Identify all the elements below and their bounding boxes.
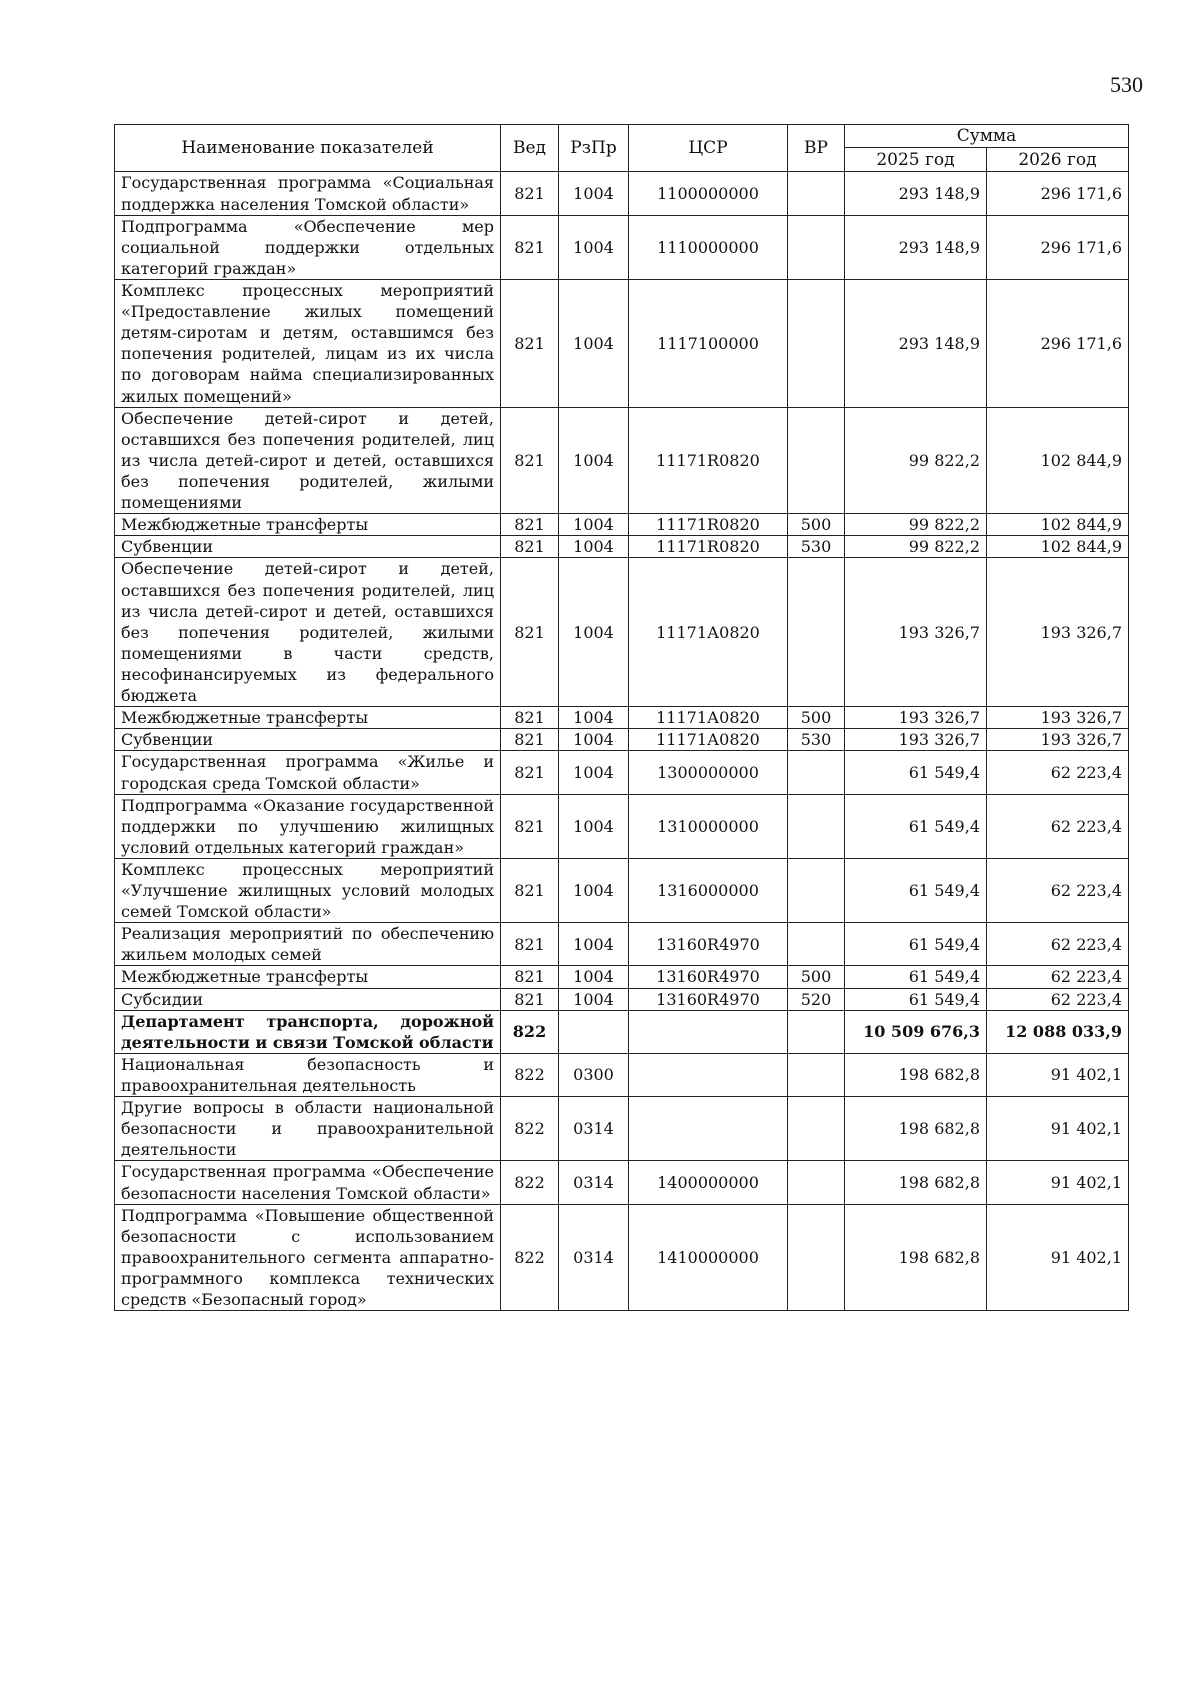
table-row xyxy=(115,172,1129,215)
row-csr: 11171А0820 xyxy=(629,707,788,729)
row-csr: 1400000000 xyxy=(629,1161,788,1204)
row-csr: 11171R0820 xyxy=(629,407,788,514)
row-sum-2026: 62 223,4 xyxy=(987,988,1129,1010)
row-rzpr: 0300 xyxy=(559,1053,629,1096)
row-vr xyxy=(788,1204,845,1311)
row-vr: 530 xyxy=(788,536,845,558)
table-row xyxy=(115,923,1129,966)
row-ved: 821 xyxy=(501,172,559,215)
row-rzpr: 1004 xyxy=(559,988,629,1010)
row-rzpr: 1004 xyxy=(559,514,629,536)
table-row xyxy=(115,707,1129,729)
row-sum-2026: 91 402,1 xyxy=(987,1053,1129,1096)
table-row xyxy=(115,729,1129,751)
row-ved: 821 xyxy=(501,536,559,558)
row-rzpr: 0314 xyxy=(559,1161,629,1204)
row-csr: 1310000000 xyxy=(629,794,788,858)
row-rzpr: 1004 xyxy=(559,751,629,794)
row-ved: 821 xyxy=(501,215,559,279)
row-vr xyxy=(788,1053,845,1096)
header-sum: Сумма xyxy=(845,125,1129,148)
table-row xyxy=(115,1161,1129,1204)
row-rzpr: 1004 xyxy=(559,923,629,966)
row-sum-2025: 198 682,8 xyxy=(845,1161,987,1204)
row-rzpr: 1004 xyxy=(559,729,629,751)
row-rzpr: 1004 xyxy=(559,279,629,407)
row-name: Межбюджетные трансферты xyxy=(115,514,501,536)
row-rzpr xyxy=(559,1010,629,1053)
row-sum-2026: 62 223,4 xyxy=(987,751,1129,794)
row-ved: 821 xyxy=(501,858,559,922)
row-rzpr: 1004 xyxy=(559,407,629,514)
row-name: Государственная программа «Социальная поддержка населения Томской области» xyxy=(115,172,501,215)
row-csr: 1410000000 xyxy=(629,1204,788,1311)
row-vr xyxy=(788,923,845,966)
row-csr: 13160R4970 xyxy=(629,988,788,1010)
row-vr xyxy=(788,172,845,215)
row-ved: 822 xyxy=(501,1204,559,1311)
row-csr xyxy=(629,1097,788,1161)
table-row xyxy=(115,407,1129,514)
row-rzpr: 1004 xyxy=(559,172,629,215)
row-sum-2025: 198 682,8 xyxy=(845,1053,987,1096)
row-sum-2025: 99 822,2 xyxy=(845,514,987,536)
row-sum-2025: 99 822,2 xyxy=(845,536,987,558)
table-row xyxy=(115,1053,1129,1096)
row-sum-2025: 61 549,4 xyxy=(845,966,987,988)
row-csr: 1316000000 xyxy=(629,858,788,922)
header-csr: ЦСР xyxy=(629,125,788,172)
row-ved: 821 xyxy=(501,729,559,751)
table-row xyxy=(115,1010,1129,1053)
table-row xyxy=(115,858,1129,922)
row-vr: 530 xyxy=(788,729,845,751)
row-rzpr: 1004 xyxy=(559,215,629,279)
header-year-2026: 2026 год xyxy=(987,148,1129,172)
row-sum-2026: 296 171,6 xyxy=(987,279,1129,407)
row-ved: 821 xyxy=(501,407,559,514)
row-sum-2026: 102 844,9 xyxy=(987,536,1129,558)
row-csr: 13160R4970 xyxy=(629,966,788,988)
row-vr xyxy=(788,279,845,407)
row-name: Другие вопросы в области национальной безопасности и правоохранительной деятельности xyxy=(115,1097,501,1161)
row-sum-2026: 102 844,9 xyxy=(987,514,1129,536)
row-sum-2026: 296 171,6 xyxy=(987,215,1129,279)
row-ved: 821 xyxy=(501,707,559,729)
row-sum-2025: 193 326,7 xyxy=(845,707,987,729)
row-sum-2026: 193 326,7 xyxy=(987,729,1129,751)
row-rzpr: 1004 xyxy=(559,536,629,558)
row-sum-2026: 62 223,4 xyxy=(987,794,1129,858)
row-ved: 822 xyxy=(501,1161,559,1204)
row-csr: 11171R0820 xyxy=(629,514,788,536)
table-row xyxy=(115,751,1129,794)
row-ved: 822 xyxy=(501,1010,559,1053)
row-name: Подпрограмма «Обеспечение мер социальной поддержки отдельных категорий граждан» xyxy=(115,215,501,279)
row-rzpr: 1004 xyxy=(559,558,629,707)
table-row xyxy=(115,794,1129,858)
row-csr: 1100000000 xyxy=(629,172,788,215)
row-ved: 821 xyxy=(501,279,559,407)
row-rzpr: 0314 xyxy=(559,1097,629,1161)
row-sum-2025: 61 549,4 xyxy=(845,858,987,922)
row-vr: 500 xyxy=(788,707,845,729)
row-sum-2026: 91 402,1 xyxy=(987,1161,1129,1204)
row-ved: 821 xyxy=(501,988,559,1010)
row-ved: 822 xyxy=(501,1097,559,1161)
row-vr xyxy=(788,751,845,794)
row-csr: 1117100000 xyxy=(629,279,788,407)
row-sum-2025: 293 148,9 xyxy=(845,172,987,215)
row-ved: 821 xyxy=(501,966,559,988)
row-sum-2026: 193 326,7 xyxy=(987,707,1129,729)
row-vr xyxy=(788,1097,845,1161)
page-number: 530 xyxy=(1110,72,1143,97)
row-ved: 821 xyxy=(501,751,559,794)
row-rzpr: 1004 xyxy=(559,966,629,988)
row-name: Субсидии xyxy=(115,988,501,1010)
row-name: Национальная безопасность и правоохранительная деятельность xyxy=(115,1053,501,1096)
header-name: Наименование показателей xyxy=(115,125,501,172)
row-name: Государственная программа «Жилье и городская среда Томской области» xyxy=(115,751,501,794)
row-vr xyxy=(788,1161,845,1204)
row-csr xyxy=(629,1010,788,1053)
row-sum-2026: 91 402,1 xyxy=(987,1204,1129,1311)
row-csr: 11171А0820 xyxy=(629,729,788,751)
table-row xyxy=(115,988,1129,1010)
row-name: Реализация мероприятий по обеспечению жильем молодых семей xyxy=(115,923,501,966)
row-rzpr: 1004 xyxy=(559,794,629,858)
row-vr xyxy=(788,407,845,514)
table-row xyxy=(115,279,1129,407)
row-name: Государственная программа «Обеспечение безопасности населения Томской области» xyxy=(115,1161,501,1204)
row-sum-2026: 91 402,1 xyxy=(987,1097,1129,1161)
row-name: Обеспечение детей-сирот и детей, оставшихся без попечения родителей, лиц из числа детей-сирот и детей, оставшихся без попечения родителей, жилыми помещениями в части средств, несофинансируемых из федерального бюджета xyxy=(115,558,501,707)
row-sum-2025: 61 549,4 xyxy=(845,751,987,794)
row-name: Субвенции xyxy=(115,729,501,751)
row-csr xyxy=(629,1053,788,1096)
row-sum-2025: 293 148,9 xyxy=(845,279,987,407)
row-sum-2025: 198 682,8 xyxy=(845,1097,987,1161)
row-csr: 1300000000 xyxy=(629,751,788,794)
row-sum-2026: 12 088 033,9 xyxy=(987,1010,1129,1053)
table-header xyxy=(115,125,1129,172)
row-rzpr: 1004 xyxy=(559,707,629,729)
row-name: Межбюджетные трансферты xyxy=(115,707,501,729)
row-sum-2026: 62 223,4 xyxy=(987,923,1129,966)
row-ved: 821 xyxy=(501,794,559,858)
row-vr: 520 xyxy=(788,988,845,1010)
row-name: Комплекс процессных мероприятий «Предоставление жилых помещений детям-сиротам и детям, оставшимся без попечения родителей, лицам из их числа по договорам найма специализированных жилых помещений» xyxy=(115,279,501,407)
row-vr xyxy=(788,215,845,279)
row-vr xyxy=(788,858,845,922)
row-csr: 13160R4970 xyxy=(629,923,788,966)
row-vr xyxy=(788,794,845,858)
row-sum-2025: 61 549,4 xyxy=(845,794,987,858)
table-row xyxy=(115,514,1129,536)
budget-table xyxy=(114,124,1129,1311)
row-vr xyxy=(788,558,845,707)
row-name: Субвенции xyxy=(115,536,501,558)
row-sum-2025: 10 509 676,3 xyxy=(845,1010,987,1053)
row-sum-2026: 193 326,7 xyxy=(987,558,1129,707)
row-sum-2026: 62 223,4 xyxy=(987,858,1129,922)
table-row xyxy=(115,536,1129,558)
row-csr: 11171А0820 xyxy=(629,558,788,707)
header-vr: ВР xyxy=(788,125,845,172)
header-ved: Вед xyxy=(501,125,559,172)
row-name: Подпрограмма «Оказание государственной поддержки по улучшению жилищных условий отдельных категорий граждан» xyxy=(115,794,501,858)
row-rzpr: 1004 xyxy=(559,858,629,922)
row-name: Подпрограмма «Повышение общественной безопасности с использованием правоохранительного сегмента аппаратно-программного комплекса технических средств «Безопасный город» xyxy=(115,1204,501,1311)
row-ved: 821 xyxy=(501,514,559,536)
row-name: Департамент транспорта, дорожной деятельности и связи Томской области xyxy=(115,1010,501,1053)
table-row xyxy=(115,1204,1129,1311)
table-body xyxy=(115,172,1129,1311)
row-name: Обеспечение детей-сирот и детей, оставшихся без попечения родителей, лиц из числа детей-сирот и детей, оставшихся без попечения родителей, жилыми помещениями xyxy=(115,407,501,514)
row-ved: 821 xyxy=(501,923,559,966)
row-ved: 822 xyxy=(501,1053,559,1096)
table-row xyxy=(115,558,1129,707)
row-sum-2025: 198 682,8 xyxy=(845,1204,987,1311)
row-sum-2025: 293 148,9 xyxy=(845,215,987,279)
row-vr xyxy=(788,1010,845,1053)
row-vr: 500 xyxy=(788,966,845,988)
table-row xyxy=(115,1097,1129,1161)
header-rzpr: РзПр xyxy=(559,125,629,172)
row-rzpr: 0314 xyxy=(559,1204,629,1311)
table-row xyxy=(115,966,1129,988)
row-name: Комплекс процессных мероприятий «Улучшение жилищных условий молодых семей Томской области» xyxy=(115,858,501,922)
row-sum-2026: 296 171,6 xyxy=(987,172,1129,215)
row-sum-2026: 102 844,9 xyxy=(987,407,1129,514)
row-sum-2025: 99 822,2 xyxy=(845,407,987,514)
row-sum-2025: 193 326,7 xyxy=(845,558,987,707)
row-sum-2025: 193 326,7 xyxy=(845,729,987,751)
row-sum-2026: 62 223,4 xyxy=(987,966,1129,988)
row-sum-2025: 61 549,4 xyxy=(845,988,987,1010)
row-name: Межбюджетные трансферты xyxy=(115,966,501,988)
header-year-2025: 2025 год xyxy=(845,148,987,172)
row-csr: 1110000000 xyxy=(629,215,788,279)
row-ved: 821 xyxy=(501,558,559,707)
row-csr: 11171R0820 xyxy=(629,536,788,558)
table-row xyxy=(115,215,1129,279)
row-sum-2025: 61 549,4 xyxy=(845,923,987,966)
row-vr: 500 xyxy=(788,514,845,536)
